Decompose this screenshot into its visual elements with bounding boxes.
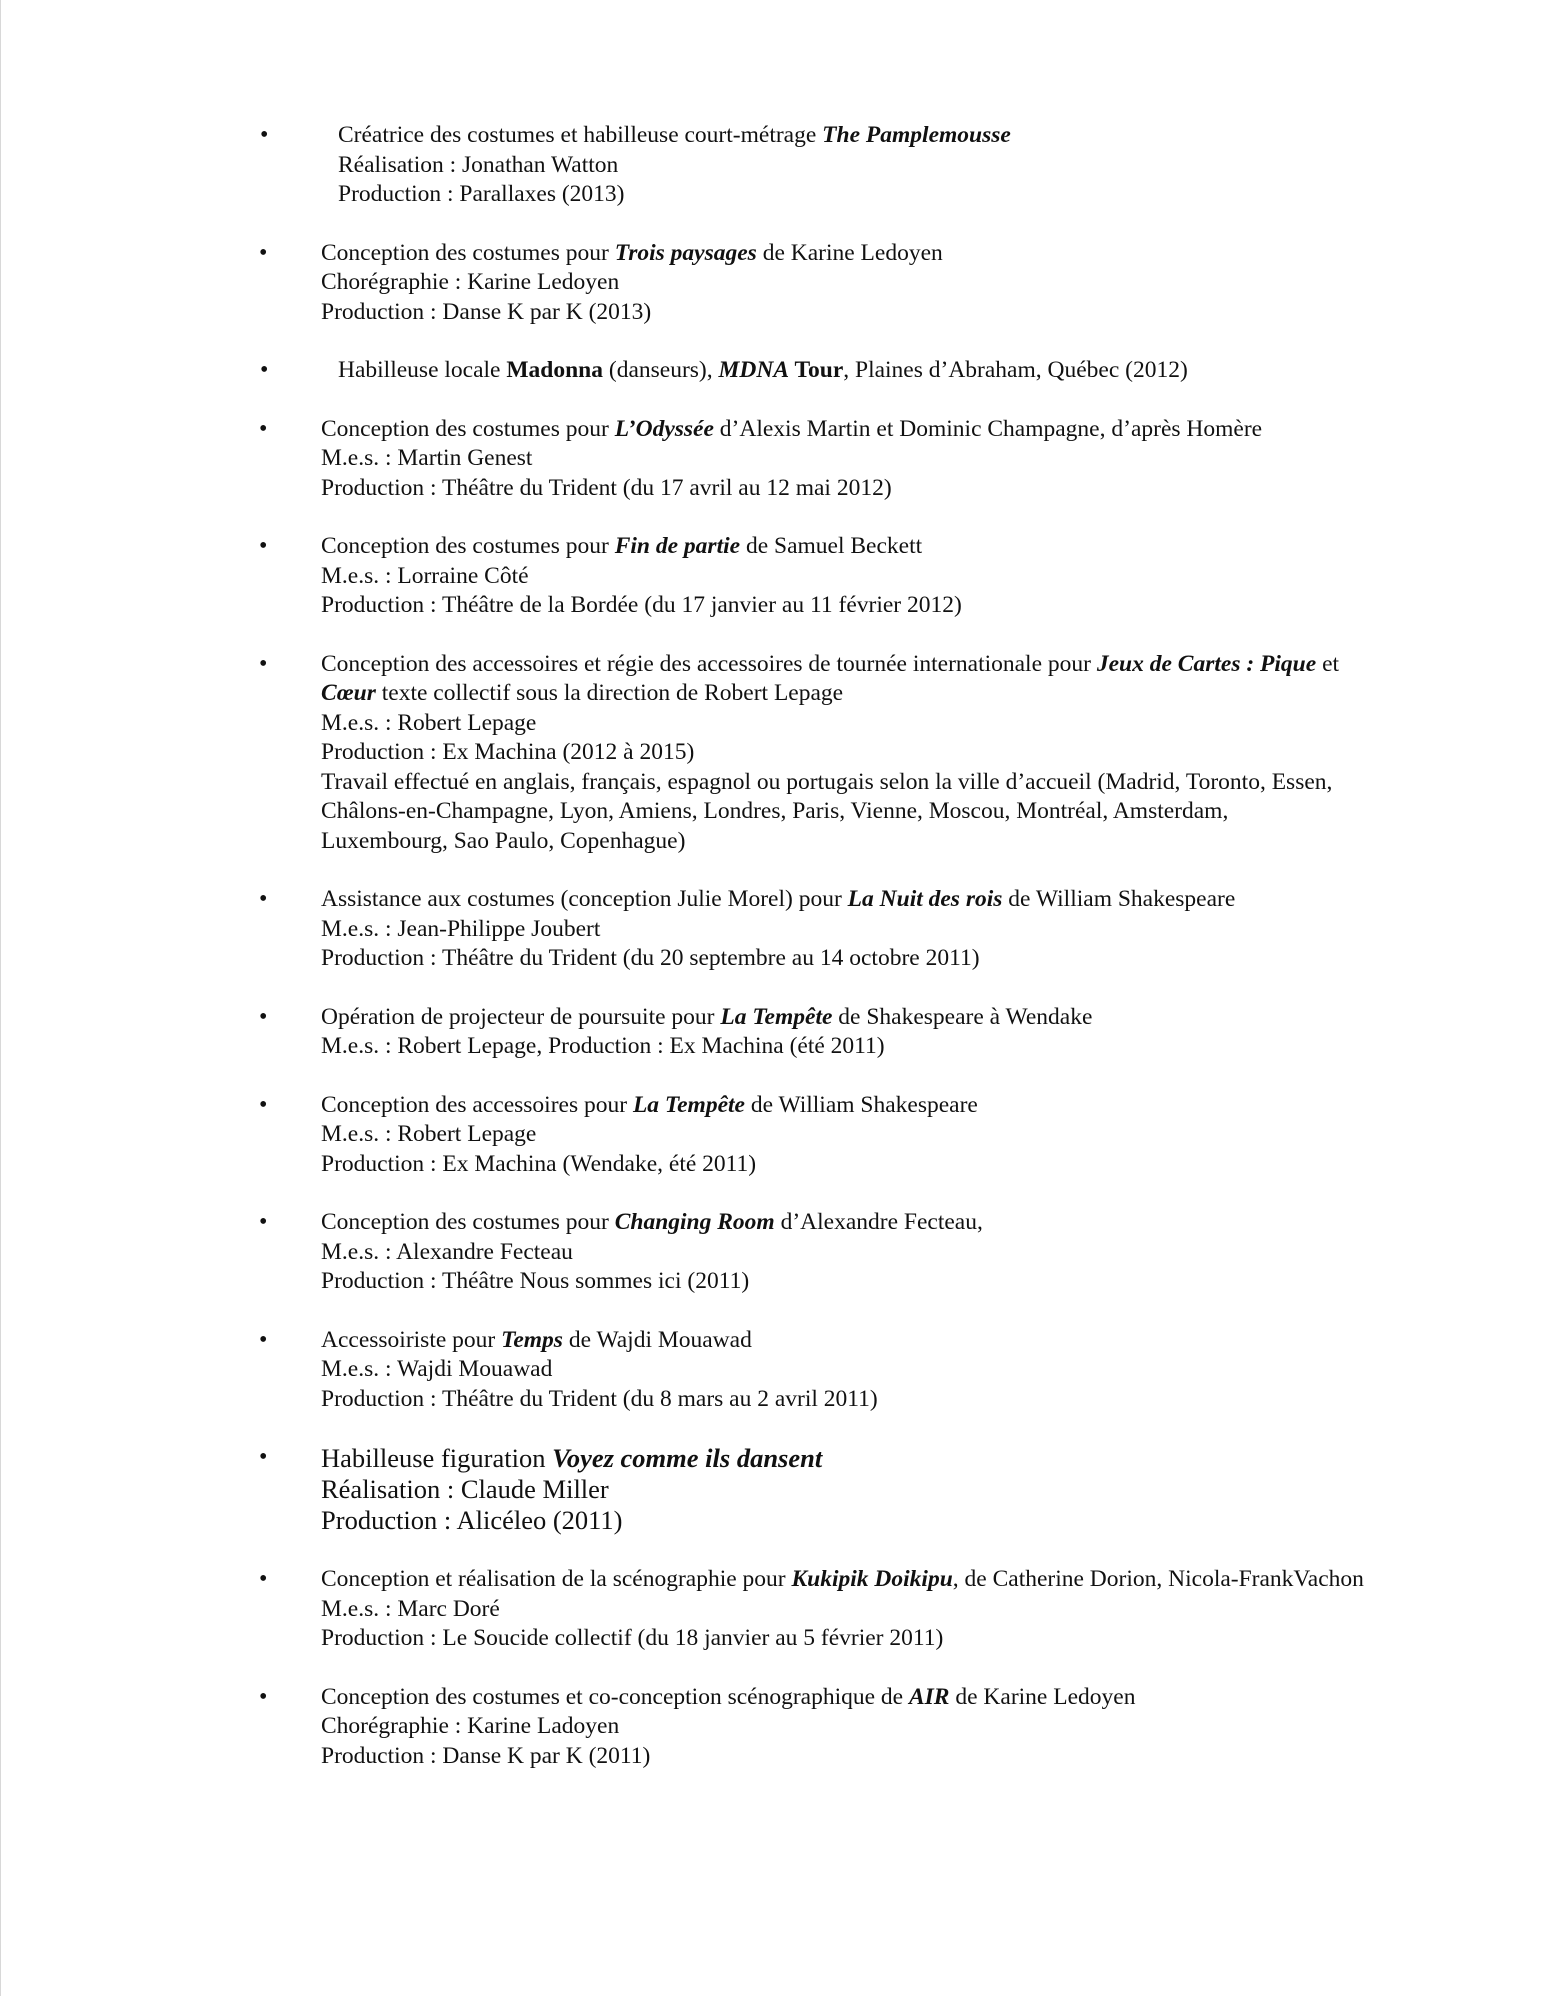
- work-title: Voyez comme ils dansent: [552, 1443, 823, 1473]
- list-item: [1, 885, 1441, 974]
- bullet-icon: •: [259, 1444, 268, 1470]
- entry-line-2: M.e.s. : Jean-Philippe Joubert: [321, 915, 601, 942]
- list-item: [1, 356, 1458, 386]
- work-title: L’Odyssée: [614, 415, 714, 442]
- bullet-icon: •: [260, 357, 269, 383]
- entry-line-3: Production : Théâtre de la Bordée (du 17 janvier au 11 février 2012): [321, 592, 962, 618]
- work-title: La Tempête: [720, 1003, 833, 1030]
- work-title: Jeux de Cartes : Pique: [1096, 650, 1317, 677]
- entry-line-3: Production : Théâtre du Trident (du 8 mars au 2 avril 2011): [321, 1385, 878, 1412]
- entry-line-6: Châlons-en-Champagne, Lyon, Amiens, Londres, Paris, Vienne, Moscou, Montréal, Amsterdam,: [321, 798, 1229, 824]
- entry-line-1: Conception des accessoires pour La Tempête de William Shakespeare: [321, 1091, 978, 1118]
- bullet-icon: •: [259, 1003, 268, 1030]
- entry-line-1: Habilleuse figuration Voyez comme ils dansent: [321, 1443, 823, 1473]
- entry-line-1: Conception et réalisation de la scénographie pour Kukipik Doikipu, de Catherine Dorion, Nicola-FrankVachon: [321, 1566, 1364, 1592]
- entry-line-7: Luxembourg, Sao Paulo, Copenhague): [321, 827, 686, 854]
- entry-line-5: Travail effectué en anglais, français, espagnol ou portugais selon la ville d’accueil (Madrid, Toronto, Essen,: [321, 768, 1333, 795]
- bullet-icon: •: [259, 886, 268, 912]
- entry-line-3: Production : Parallaxes (2013): [338, 181, 625, 207]
- work-title: Trois paysages: [614, 239, 757, 266]
- entry-line-3: Production : Théâtre du Trident (du 20 septembre au 14 octobre 2011): [321, 945, 980, 971]
- entry-line-3: Production : Danse K par K (2011): [321, 1742, 651, 1769]
- entry-line-3: Production : Ex Machina (Wendake, été 2011): [321, 1150, 757, 1177]
- list-item: [1, 1208, 1441, 1297]
- entry-line-3: Production : Théâtre du Trident (du 17 avril au 12 mai 2012): [321, 474, 892, 501]
- entry-line-1: Accessoiriste pour Temps de Wajdi Mouawad: [321, 1326, 752, 1353]
- list-item: [1, 1003, 1441, 1062]
- list-item: [1, 415, 1441, 504]
- entry-line-2: Chorégraphie : Karine Ladoyen: [321, 1713, 620, 1739]
- list-item: [1, 1683, 1441, 1772]
- work-title: The Pamplemousse: [822, 122, 1011, 148]
- bullet-icon: •: [259, 1091, 268, 1118]
- bullet-icon: •: [259, 415, 268, 442]
- bullet-icon: •: [259, 1683, 268, 1710]
- bullet-icon: •: [259, 533, 268, 559]
- bullet-icon: •: [259, 1209, 268, 1235]
- entry-line-1: Conception des costumes et co-conception scénographique de AIR de Karine Ledoyen: [321, 1683, 1136, 1710]
- list-item: [1, 1565, 1441, 1654]
- list-item: [1, 1091, 1441, 1180]
- entry-line-1: Habilleuse locale Madonna (danseurs), MDNA Tour, Plaines d’Abraham, Québec (2012): [338, 357, 1188, 383]
- entry-line-2: M.e.s. : Robert Lepage: [321, 1121, 537, 1147]
- list-item: [1, 121, 1458, 210]
- bullet-icon: •: [259, 239, 268, 266]
- entry-line-1: Conception des costumes pour Fin de partie de Samuel Beckett: [321, 533, 923, 559]
- entry-line-1: Opération de projecteur de poursuite pour La Tempête de Shakespeare à Wendake: [321, 1003, 1093, 1030]
- entry-line-2: Réalisation : Claude Miller: [321, 1474, 609, 1504]
- entry-line-1: Conception des costumes pour Trois paysages de Karine Ledoyen: [321, 239, 943, 266]
- list-item: [1, 239, 1441, 328]
- entry-line-1: Conception des costumes pour L’Odyssée d’Alexis Martin et Dominic Champagne, d’après Homère: [321, 415, 1263, 442]
- work-title: Changing Room: [614, 1209, 775, 1235]
- work-title: AIR: [908, 1683, 950, 1710]
- work-title: Cœur: [321, 680, 376, 706]
- entry-line-2: Chorégraphie : Karine Ledoyen: [321, 269, 620, 295]
- list-item: [1, 650, 1441, 857]
- work-title: Fin de partie: [614, 533, 741, 559]
- entry-line-2: M.e.s. : Robert Lepage, Production : Ex Machina (été 2011): [321, 1033, 885, 1059]
- list-item: [1, 532, 1441, 621]
- entry-line-2: Cœur texte collectif sous la direction de Robert Lepage: [321, 680, 844, 706]
- entry-line-3: Production : Alicéleo (2011): [321, 1505, 623, 1535]
- entry-line-2: M.e.s. : Marc Doré: [321, 1595, 500, 1622]
- work-title: Kukipik Doikipu: [791, 1566, 953, 1592]
- work-title: Temps: [501, 1326, 563, 1353]
- work-title: La Nuit des rois: [847, 886, 1003, 912]
- entry-line-2: M.e.s. : Alexandre Fecteau: [321, 1238, 573, 1265]
- bullet-icon: •: [259, 1326, 268, 1353]
- work-title: La Tempête: [632, 1091, 745, 1118]
- list-item: [1, 1326, 1441, 1415]
- entry-line-2: M.e.s. : Lorraine Côté: [321, 562, 529, 589]
- entry-line-2: Réalisation : Jonathan Watton: [338, 151, 619, 178]
- entry-line-3: Production : Danse K par K (2013): [321, 298, 652, 325]
- entry-line-3: M.e.s. : Robert Lepage: [321, 709, 537, 736]
- entry-line-2: M.e.s. : Martin Genest: [321, 445, 533, 471]
- work-title: MDNA: [718, 357, 790, 383]
- bullet-icon: •: [259, 650, 268, 677]
- experience-list: [1, 121, 1544, 1800]
- bullet-icon: •: [259, 1566, 268, 1592]
- entry-line-3: Production : Le Soucide collectif (du 18 janvier au 5 février 2011): [321, 1625, 944, 1651]
- entry-line-1: Conception des costumes pour Changing Room d’Alexandre Fecteau,: [321, 1209, 983, 1235]
- entry-line-2: M.e.s. : Wajdi Mouawad: [321, 1356, 553, 1382]
- entry-line-3: Production : Théâtre Nous sommes ici (2011): [321, 1268, 750, 1294]
- bullet-icon: •: [260, 122, 269, 148]
- entry-line-4: Production : Ex Machina (2012 à 2015): [321, 739, 695, 765]
- entry-line-1: Assistance aux costumes (conception Julie Morel) pour La Nuit des rois de William Shakespeare: [321, 886, 1236, 912]
- list-item: [1, 1443, 1441, 1536]
- entry-line-1: Créatrice des costumes et habilleuse court-métrage The Pamplemousse: [338, 122, 1011, 148]
- entry-line-1: Conception des accessoires et régie des accessoires de tournée internationale pour Jeux de Cartes : Pique et: [321, 650, 1340, 677]
